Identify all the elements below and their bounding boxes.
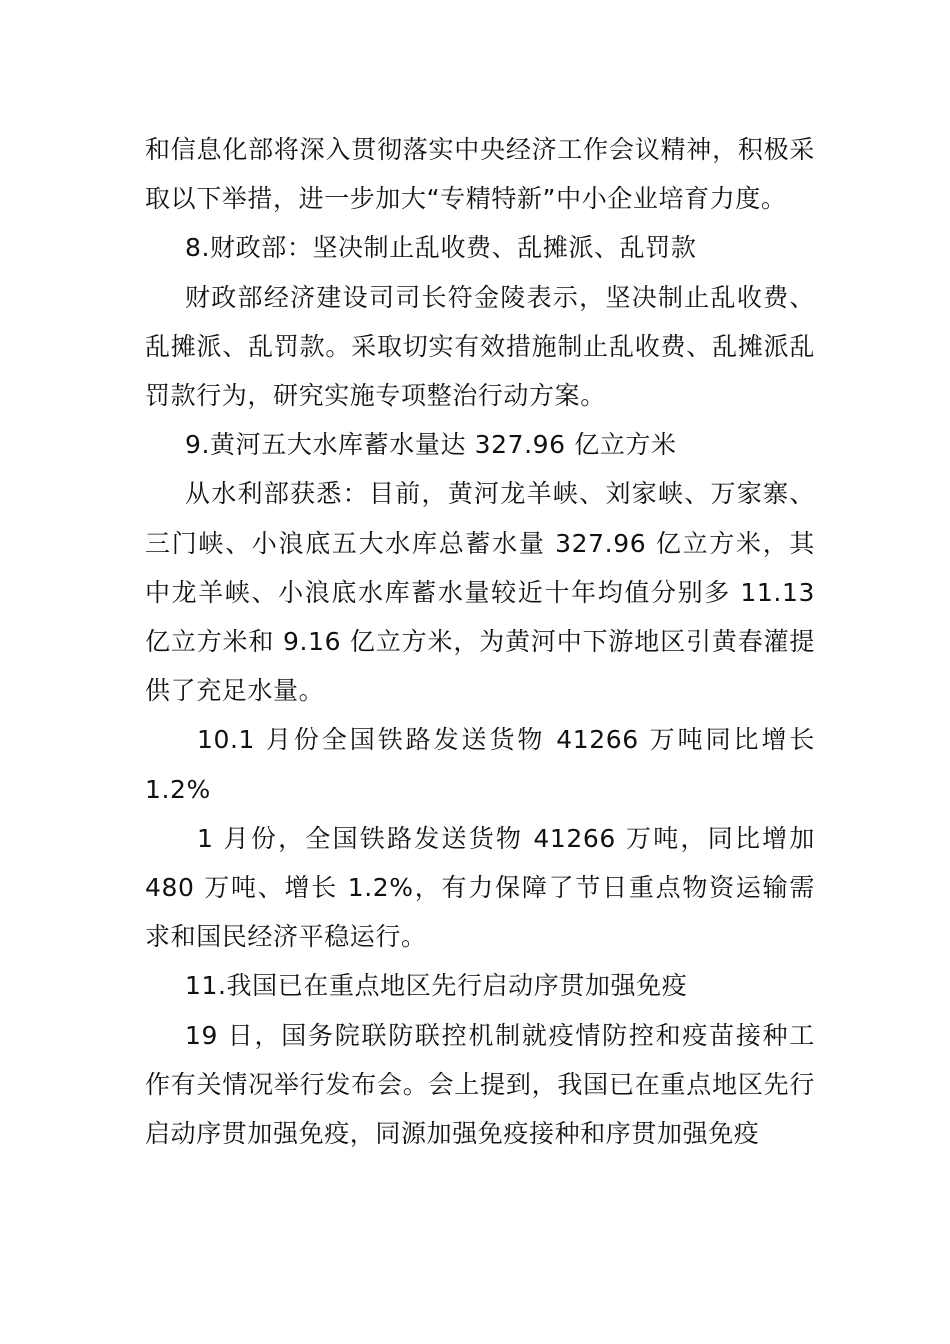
- heading-item-9: 9.黄河五大水库蓄水量达 327.96 亿立方米: [185, 430, 677, 460]
- paragraph-item-8: 财政部经济建设司司长符金陵表示，坚决制止乱收费、乱摊派、乱罚款。采取切实有效措施制止乱收费、乱摊派乱罚款行为，研究实施专项整治行动方案。: [145, 282, 815, 411]
- paragraph-continuation: 和信息化部将深入贯彻落实中央经济工作会议精神，积极采取以下举措，进一步加大“专精特新”中小企业培育力度。: [145, 135, 815, 214]
- paragraph-item-10: 1 月份，全国铁路发送货物 41266 万吨，同比增加 480 万吨、增长 1.2%，有力保障了节日重点物资运输需求和国民经济平稳运行。: [145, 823, 815, 952]
- paragraph-item-9: 从水利部获悉：目前，黄河龙羊峡、刘家峡、万家寨、三门峡、小浪底五大水库总蓄水量 327.96 亿立方米，其中龙羊峡、小浪底水库蓄水量较近十年均值分别多 11.13 亿立方米和 9.16 亿立方米，为黄河中下游地区引黄春灌提供了充足水量。: [145, 479, 815, 706]
- paragraph-item-11: 19 日，国务院联防联控机制就疫情防控和疫苗接种工作有关情况举行发布会。会上提到，我国已在重点地区先行启动序贯加强免疫，同源加强免疫接种和序贯加强免疫: [145, 1020, 815, 1149]
- heading-item-10: 10.1 月份全国铁路发送货物 41266 万吨同比增长 1.2%: [145, 725, 815, 804]
- document-body: [145, 125, 815, 1158]
- heading-item-11: 11.我国已在重点地区先行启动序贯加强免疫: [185, 971, 688, 1001]
- heading-item-8: 8.财政部：坚决制止乱收费、乱摊派、乱罚款: [185, 233, 697, 263]
